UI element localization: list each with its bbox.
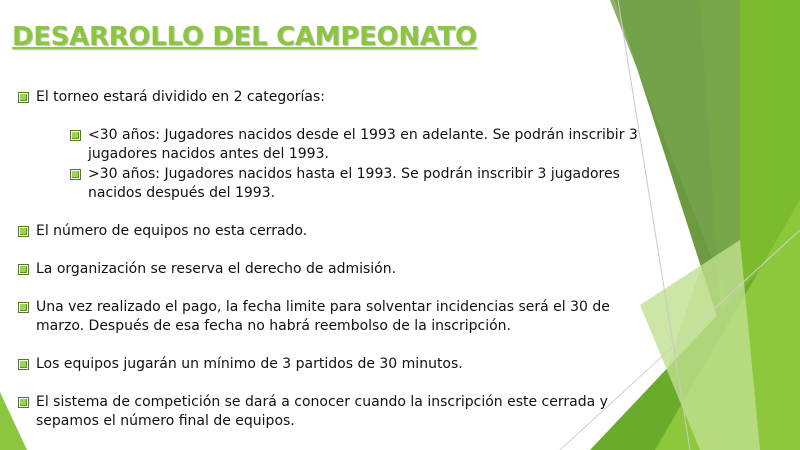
checkbox-square-bullet-icon (18, 302, 29, 313)
bullet-text: El torneo estará dividido en 2 categorías: (36, 89, 326, 105)
checkbox-square-bullet-icon (18, 359, 29, 370)
bullet-item (18, 393, 658, 431)
bullet-item (18, 222, 658, 241)
bullet-text: El sistema de competición se dará a conocer cuando la inscripción este cerrada y sepamos el número final de equipos. (36, 394, 608, 429)
bullet-item (18, 355, 658, 374)
checkbox-square-bullet-icon (18, 397, 29, 408)
bullet-text: El número de equipos no esta cerrado. (36, 223, 308, 239)
checkbox-square-bullet-icon (18, 92, 29, 103)
checkbox-square-bullet-icon (18, 264, 29, 275)
bullet-item (18, 298, 658, 336)
sub-bullet-item (18, 165, 658, 203)
bullet-list (18, 88, 658, 431)
checkbox-square-bullet-icon (70, 130, 81, 141)
bullet-text: Los equipos jugarán un mínimo de 3 partidos de 30 minutos. (36, 356, 463, 372)
bullet-text: Una vez realizado el pago, la fecha limite para solventar incidencias será el 30 de marzo. Después de esa fecha no habrá reembolso de la inscripción. (36, 299, 610, 334)
slide-title: DESARROLLO DEL CAMPEONATO (12, 22, 477, 52)
bullet-item (18, 88, 658, 107)
bullet-text: La organización se reserva el derecho de admisión. (36, 261, 397, 277)
checkbox-square-bullet-icon (70, 169, 81, 180)
sub-bullet-item (18, 126, 658, 164)
sub-bullet-text: <30 años: Jugadores nacidos desde el 1993 en adelante. Se podrán inscribir 3 jugadores nacidos antes del 1993. (88, 127, 638, 162)
sub-bullet-text: >30 años: Jugadores nacidos hasta el 1993. Se podrán inscribir 3 jugadores nacidos después del 1993. (88, 166, 620, 201)
checkbox-square-bullet-icon (18, 226, 29, 237)
bullet-item (18, 260, 658, 279)
